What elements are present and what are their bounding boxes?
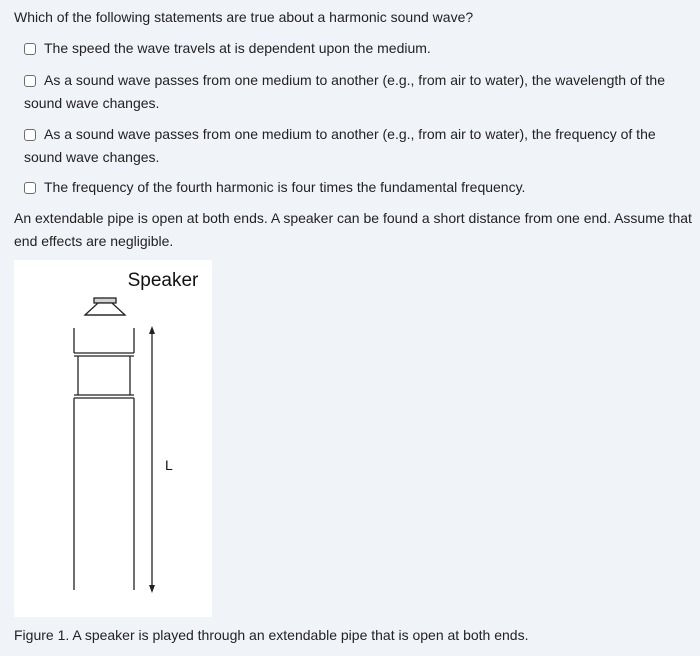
option-4[interactable] (24, 176, 678, 199)
option-3-label: As a sound wave passes from one medium to another (e.g., from air to water), the frequency of the sound wave changes. (24, 126, 656, 165)
checkbox-option-1[interactable] (24, 43, 36, 55)
speaker-label: Speaker (127, 270, 199, 291)
option-2[interactable] (24, 69, 678, 115)
option-3[interactable] (24, 123, 678, 169)
figure-caption: Figure 1. A speaker is played through an extendable pipe that is open at both ends. (14, 627, 529, 643)
option-4-label: The frequency of the fourth harmonic is four times the fundamental frequency. (44, 179, 526, 195)
checkbox-option-3[interactable] (24, 129, 36, 141)
pipe-diagram-svg (14, 260, 212, 617)
extendable-pipe (74, 328, 134, 590)
length-label: L (165, 457, 173, 473)
option-2-label: As a sound wave passes from one medium to another (e.g., from air to water), the wavelength of the sound wave changes. (24, 72, 665, 111)
figure-pipe-diagram (14, 260, 212, 617)
checkbox-option-2[interactable] (24, 75, 36, 87)
question-text: Which of the following statements are true about a harmonic sound wave? (14, 9, 474, 25)
length-arrow (149, 326, 155, 593)
option-1-label: The speed the wave travels at is dependent upon the medium. (44, 40, 431, 56)
checkbox-option-4[interactable] (24, 182, 36, 194)
context-paragraph: An extendable pipe is open at both ends. A speaker can be found a short distance from one end. Assume that end effects are negligible. (14, 210, 692, 249)
speaker-icon (85, 298, 125, 315)
option-1[interactable] (24, 37, 678, 60)
